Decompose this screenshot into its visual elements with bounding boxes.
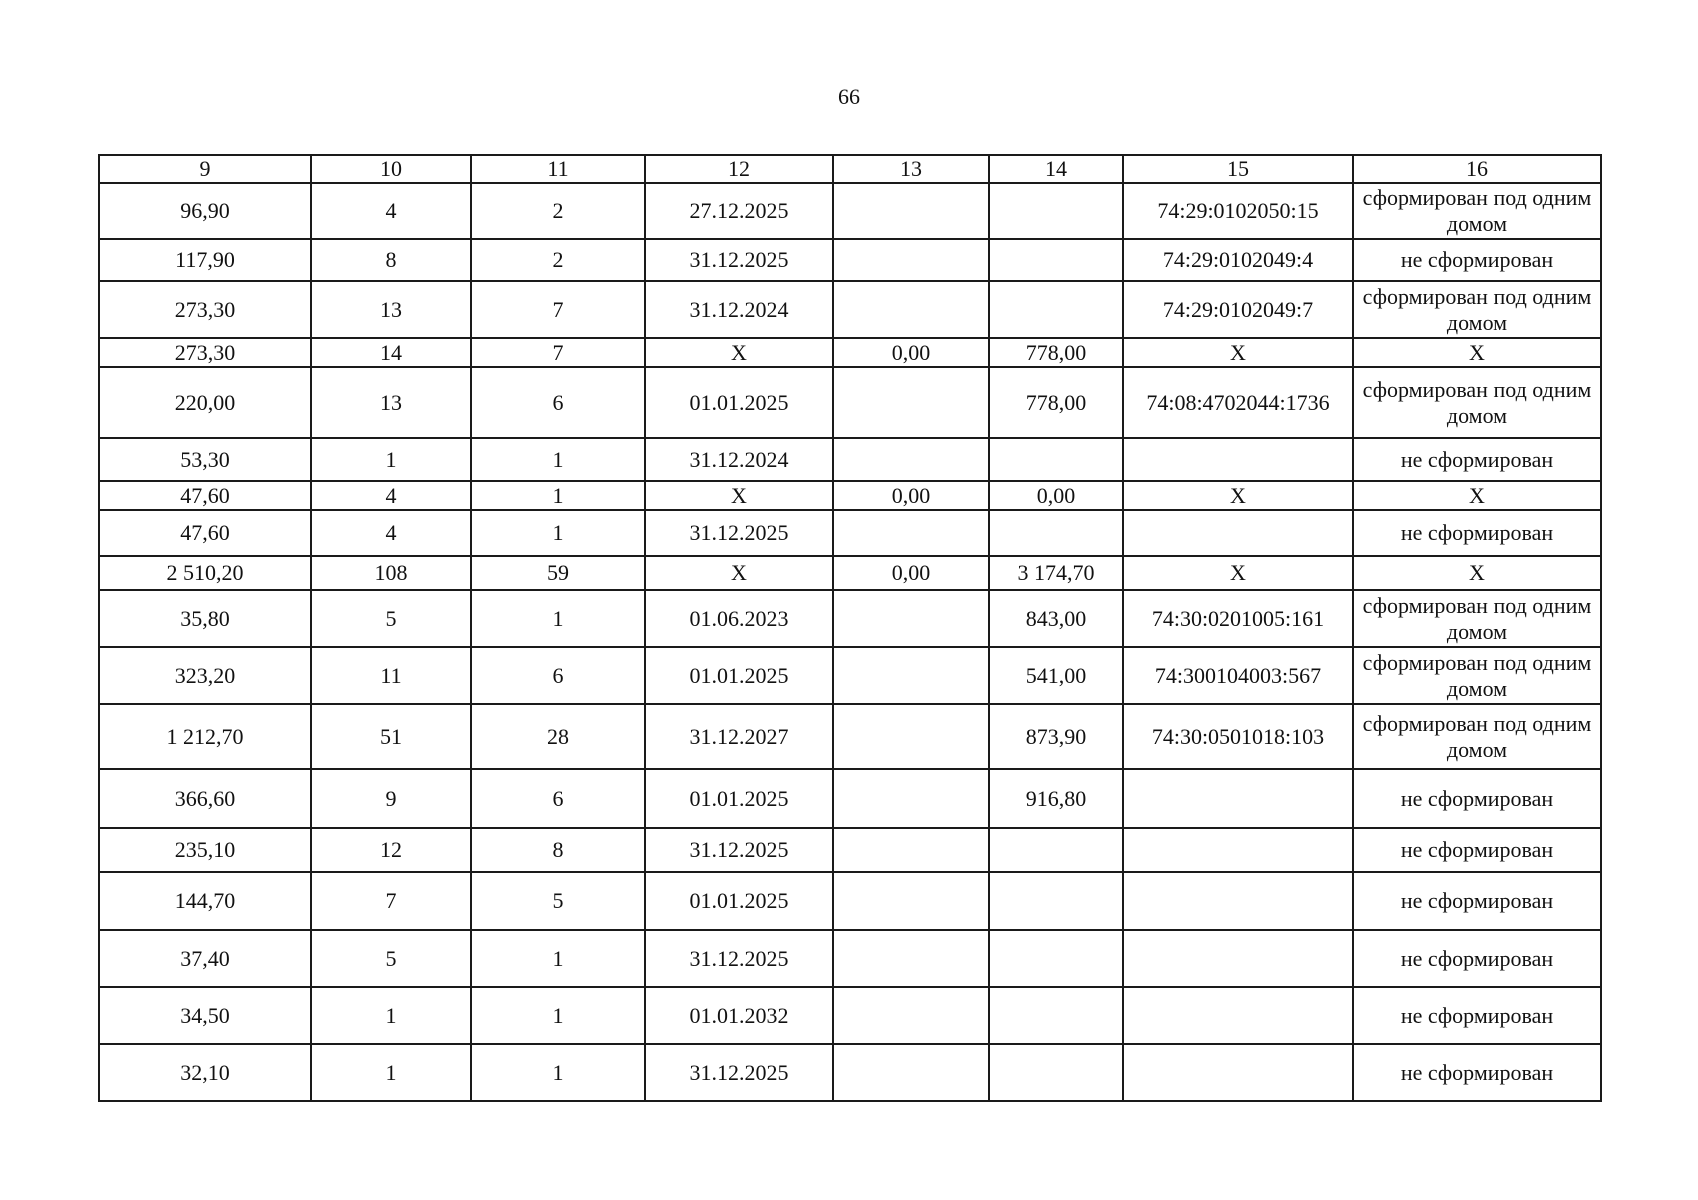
table-cell: 31.12.2027 [645,704,833,769]
table-row [99,510,1601,556]
table-cell: 31.12.2025 [645,510,833,556]
table-cell: 35,80 [99,590,311,647]
table-cell: 873,90 [989,704,1123,769]
table-cell: 32,10 [99,1044,311,1101]
table-cell: Х [1123,556,1353,590]
header-cell: 10 [311,155,471,183]
table-cell: 1 [311,987,471,1044]
table-cell: 14 [311,338,471,367]
table-cell: 7 [471,338,645,367]
table-row [99,647,1601,704]
table-cell: 37,40 [99,930,311,987]
table-cell: 0,00 [833,481,989,510]
table-cell: Х [1123,481,1353,510]
table-cell: 5 [471,872,645,930]
table-row [99,590,1601,647]
table-cell: 74:30:0501018:103 [1123,704,1353,769]
table-row [99,828,1601,872]
status-cell: не сформирован [1353,438,1601,481]
status-cell: не сформирован [1353,769,1601,828]
status-cell: Х [1353,481,1601,510]
table-cell: 53,30 [99,438,311,481]
table-cell: 1 [471,930,645,987]
table-cell [1123,872,1353,930]
table-cell [989,872,1123,930]
table-cell [1123,510,1353,556]
table-cell: Х [645,338,833,367]
table-cell: 6 [471,647,645,704]
table-cell: 13 [311,281,471,338]
table-cell: 4 [311,183,471,239]
table-cell: 1 [471,590,645,647]
table-row [99,481,1601,510]
table-cell: 31.12.2025 [645,828,833,872]
table-cell: 51 [311,704,471,769]
table-cell [989,987,1123,1044]
table-cell [833,510,989,556]
table-cell: 1 [311,1044,471,1101]
table-cell: 117,90 [99,239,311,281]
table-cell: 01.01.2025 [645,769,833,828]
header-cell: 11 [471,155,645,183]
table-cell [1123,930,1353,987]
table-row [99,438,1601,481]
header-row [99,155,1601,183]
status-cell: не сформирован [1353,828,1601,872]
table-cell [833,281,989,338]
table-cell: 01.06.2023 [645,590,833,647]
table-cell: 28 [471,704,645,769]
table-cell: 74:300104003:567 [1123,647,1353,704]
table-cell: 11 [311,647,471,704]
table-row [99,367,1601,438]
table-cell [833,367,989,438]
table-cell: 9 [311,769,471,828]
status-cell: сформирован под одним домом [1353,367,1601,438]
table-cell: 31.12.2024 [645,281,833,338]
table-cell: 4 [311,510,471,556]
table-cell [833,987,989,1044]
table-cell: 916,80 [989,769,1123,828]
table-cell: 34,50 [99,987,311,1044]
table-row [99,930,1601,987]
table-cell: 59 [471,556,645,590]
table-cell: 8 [311,239,471,281]
table-cell [833,647,989,704]
status-cell: не сформирован [1353,930,1601,987]
table-cell: 4 [311,481,471,510]
header-cell: 16 [1353,155,1601,183]
table-cell: 74:29:0102050:15 [1123,183,1353,239]
table-cell [1123,438,1353,481]
table-cell: 27.12.2025 [645,183,833,239]
table-cell [833,1044,989,1101]
table-cell: 5 [311,930,471,987]
table-cell: 6 [471,769,645,828]
table-cell: 2 [471,239,645,281]
table-cell [833,183,989,239]
status-cell: Х [1353,338,1601,367]
table-cell: 6 [471,367,645,438]
table-cell [833,769,989,828]
table-cell: 74:30:0201005:161 [1123,590,1353,647]
table-cell: 1 [471,987,645,1044]
data-table [98,154,1602,1102]
status-cell: не сформирован [1353,1044,1601,1101]
table-cell: 74:29:0102049:4 [1123,239,1353,281]
table-cell: 13 [311,367,471,438]
table-cell: 01.01.2032 [645,987,833,1044]
status-cell: Х [1353,556,1601,590]
table-cell [989,281,1123,338]
status-cell: сформирован под одним домом [1353,281,1601,338]
table-body [99,155,1601,1101]
table-cell: 273,30 [99,338,311,367]
table-cell: 1 [471,438,645,481]
table-cell: 541,00 [989,647,1123,704]
table-cell [1123,1044,1353,1101]
header-cell: 15 [1123,155,1353,183]
page-number: 66 [838,84,860,109]
table-cell [1123,769,1353,828]
table-cell: 47,60 [99,481,311,510]
table-cell: 01.01.2025 [645,872,833,930]
table-cell [833,930,989,987]
table-row [99,872,1601,930]
table-cell: 1 [471,1044,645,1101]
table-cell: 366,60 [99,769,311,828]
table-cell: 1 [471,481,645,510]
table-cell [833,872,989,930]
table-row [99,239,1601,281]
table-cell: 843,00 [989,590,1123,647]
table-cell: 778,00 [989,367,1123,438]
status-cell: сформирован под одним домом [1353,590,1601,647]
table-cell: 0,00 [833,556,989,590]
table-cell [989,183,1123,239]
table-cell [1123,987,1353,1044]
table-cell: Х [645,481,833,510]
table-cell: 273,30 [99,281,311,338]
table-cell [833,704,989,769]
table-cell: 01.01.2025 [645,647,833,704]
table-cell: 108 [311,556,471,590]
table-cell [989,239,1123,281]
table-cell: 1 212,70 [99,704,311,769]
table-cell: 2 [471,183,645,239]
table-cell: 220,00 [99,367,311,438]
table-row [99,556,1601,590]
table-cell: Х [645,556,833,590]
table-row [99,987,1601,1044]
status-cell: не сформирован [1353,872,1601,930]
table-cell: 31.12.2024 [645,438,833,481]
header-cell: 14 [989,155,1123,183]
table-cell: 74:08:4702044:1736 [1123,367,1353,438]
table-cell: 5 [311,590,471,647]
table-cell [833,239,989,281]
status-cell: сформирован под одним домом [1353,183,1601,239]
table-cell [833,438,989,481]
table-cell [1123,828,1353,872]
status-cell: не сформирован [1353,987,1601,1044]
table-cell: 12 [311,828,471,872]
table-row [99,1044,1601,1101]
table-row [99,704,1601,769]
table-cell: 144,70 [99,872,311,930]
table-cell: 7 [311,872,471,930]
table-cell: 31.12.2025 [645,239,833,281]
table-cell: 3 174,70 [989,556,1123,590]
table-cell: 74:29:0102049:7 [1123,281,1353,338]
status-cell: не сформирован [1353,510,1601,556]
table-cell [989,510,1123,556]
table-cell: 778,00 [989,338,1123,367]
table-cell: 47,60 [99,510,311,556]
table-cell [833,590,989,647]
table-cell: 323,20 [99,647,311,704]
header-cell: 13 [833,155,989,183]
table-cell [989,930,1123,987]
table-cell: 1 [471,510,645,556]
table-cell: 01.01.2025 [645,367,833,438]
table-cell [989,828,1123,872]
table-cell: 31.12.2025 [645,1044,833,1101]
table-cell: 1 [311,438,471,481]
status-cell: сформирован под одним домом [1353,647,1601,704]
table-row [99,338,1601,367]
table-row [99,769,1601,828]
table-cell: 7 [471,281,645,338]
table-cell: 31.12.2025 [645,930,833,987]
table-cell: 96,90 [99,183,311,239]
status-cell: не сформирован [1353,239,1601,281]
table-cell: Х [1123,338,1353,367]
table-row [99,281,1601,338]
table-cell: 2 510,20 [99,556,311,590]
table-cell: 0,00 [989,481,1123,510]
status-cell: сформирован под одним домом [1353,704,1601,769]
table-cell: 235,10 [99,828,311,872]
table-cell [989,438,1123,481]
header-cell: 12 [645,155,833,183]
table-cell [989,1044,1123,1101]
table-cell [833,828,989,872]
table-cell: 8 [471,828,645,872]
table-row [99,183,1601,239]
header-cell: 9 [99,155,311,183]
table-cell: 0,00 [833,338,989,367]
